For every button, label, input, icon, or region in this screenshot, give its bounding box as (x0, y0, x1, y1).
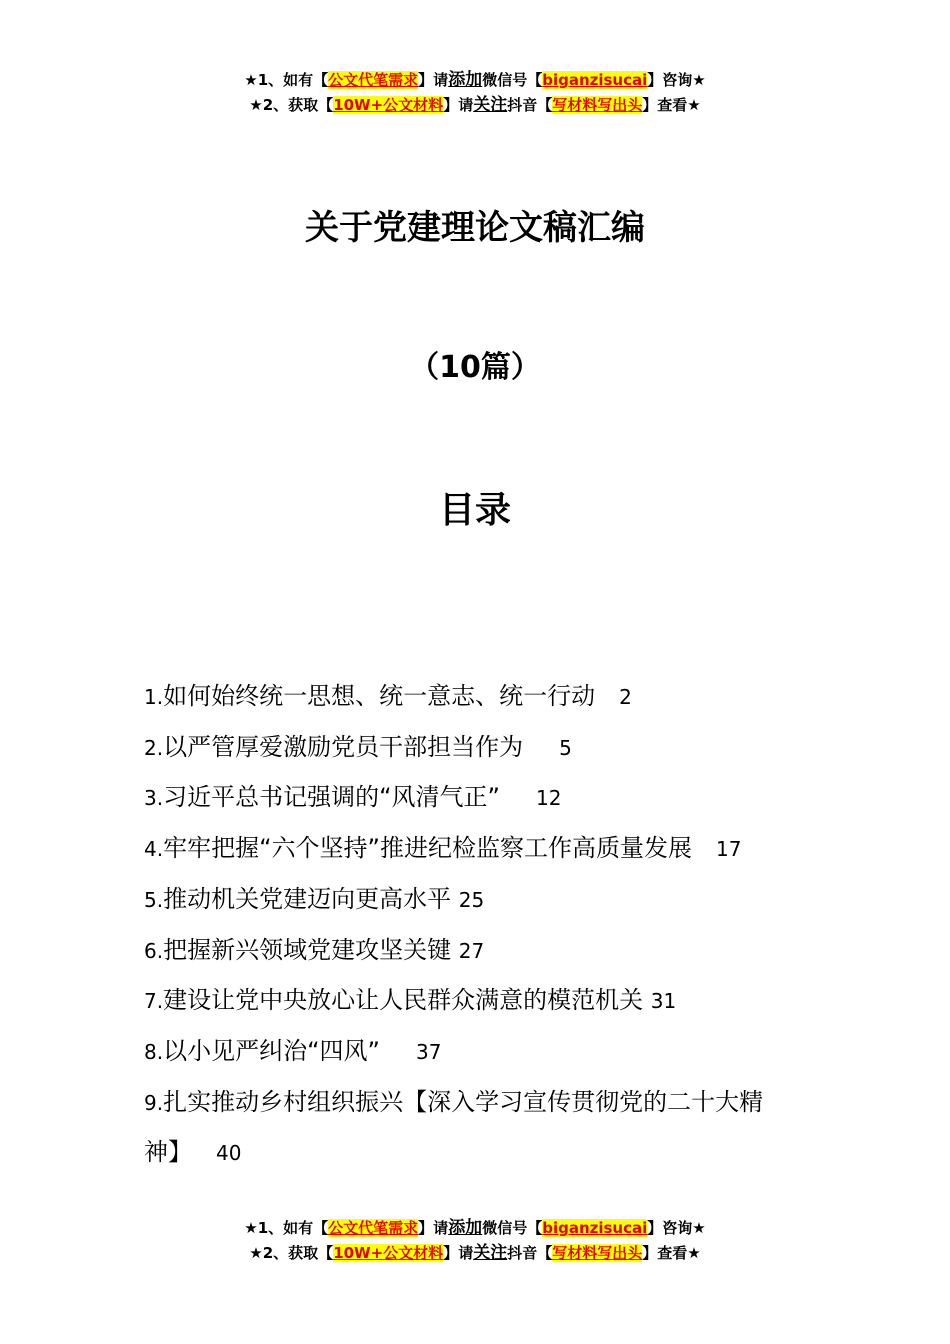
toc-item-page: 25 (458, 887, 485, 912)
toc-item[interactable] (144, 672, 814, 723)
banner-line-2: ★2、获取【10W+公文材料】请关注抖音【写材料写出头】查看★ (249, 95, 701, 115)
banner-highlight: 公文代笔需求 (328, 1219, 419, 1237)
banner-highlight: 公文代笔需求 (328, 71, 419, 89)
banner-line-2: ★2、获取【10W+公文材料】请关注抖音【写材料写出头】查看★ (249, 1243, 701, 1263)
banner-line-1: ★1、如有【公文代笔需求】请添加微信号【biganzisucai】咨询★ (244, 1218, 706, 1238)
toc-item[interactable] (144, 723, 814, 774)
toc-item-number: 3. (144, 786, 164, 811)
banner-line-1: ★1、如有【公文代笔需求】请添加微信号【biganzisucai】咨询★ (244, 70, 706, 90)
toc-item-gap (380, 1037, 416, 1065)
toc-item-page: 37 (415, 1039, 442, 1064)
table-of-contents (144, 672, 814, 1179)
document-title: 关于党建理论文稿汇编 (305, 208, 645, 248)
toc-item-page: 17 (715, 837, 742, 862)
toc-item-number: 1. (144, 685, 164, 709)
toc-item-title: 以严管厚爱激励党员干部担当作为 (163, 732, 524, 761)
banner-highlight: 写材料写出头 (552, 96, 643, 114)
toc-item-page: 5 (559, 735, 572, 760)
toc-item-title: 习近平总书记强调的“风清气正” (163, 783, 500, 812)
toc-item-title: 以小见严纠治“四风” (163, 1036, 380, 1065)
toc-item[interactable] (144, 926, 814, 977)
toc-item-page: 31 (650, 989, 677, 1014)
toc-item[interactable] (144, 773, 814, 824)
toc-item-page: 40 (216, 1141, 242, 1166)
toc-item-title: 扎实推动乡村组织振兴【深入学习宣传贯彻党的二十大精神】 (144, 1087, 764, 1167)
banner-highlight: 10W+公文材料 (333, 96, 444, 114)
toc-item-page: 2 (619, 685, 632, 709)
toc-item-gap (595, 682, 619, 710)
document-subtitle: （10篇） (409, 350, 541, 385)
toc-item-title: 牢牢把握“六个坚持”推进纪检监察工作高质量发展 (163, 834, 692, 863)
toc-item-number: 2. (144, 735, 164, 760)
toc-item-gap (451, 936, 459, 964)
toc-item[interactable] (144, 1027, 814, 1078)
toc-item-gap (500, 783, 536, 811)
toc-item-gap (643, 986, 651, 1014)
toc-item-number: 6. (144, 938, 164, 963)
toc-item[interactable] (144, 875, 814, 926)
toc-item-title: 如何始终统一思想、统一意志、统一行动 (163, 682, 596, 710)
toc-item-number: 8. (144, 1039, 164, 1064)
toc-item-page: 27 (458, 938, 485, 963)
footer-banner (0, 1216, 950, 1266)
toc-item-gap (192, 1138, 216, 1166)
banner-highlight: biganzisucai (542, 71, 648, 89)
toc-item-page: 12 (535, 786, 562, 811)
header-banner (0, 68, 950, 118)
toc-item[interactable] (144, 1078, 814, 1179)
toc-item[interactable] (144, 976, 814, 1027)
toc-item-gap (692, 834, 716, 862)
toc-item-number: 4. (144, 837, 164, 862)
banner-highlight: biganzisucai (542, 1219, 648, 1237)
toc-item-title: 建设让党中央放心让人民群众满意的模范机关 (163, 986, 644, 1015)
banner-highlight: 写材料写出头 (552, 1244, 643, 1262)
toc-item-title: 推动机关党建迈向更高水平 (163, 884, 452, 913)
toc-item-number: 9. (144, 1090, 164, 1115)
toc-heading: 目录 (438, 490, 511, 531)
toc-item-title: 把握新兴领域党建攻坚关键 (163, 935, 452, 964)
toc-item-gap (451, 885, 459, 913)
toc-item-gap (523, 733, 559, 761)
toc-item-number: 5. (144, 887, 164, 912)
toc-item[interactable] (144, 824, 814, 875)
banner-highlight: 10W+公文材料 (333, 1244, 444, 1262)
toc-item-number: 7. (144, 989, 164, 1014)
